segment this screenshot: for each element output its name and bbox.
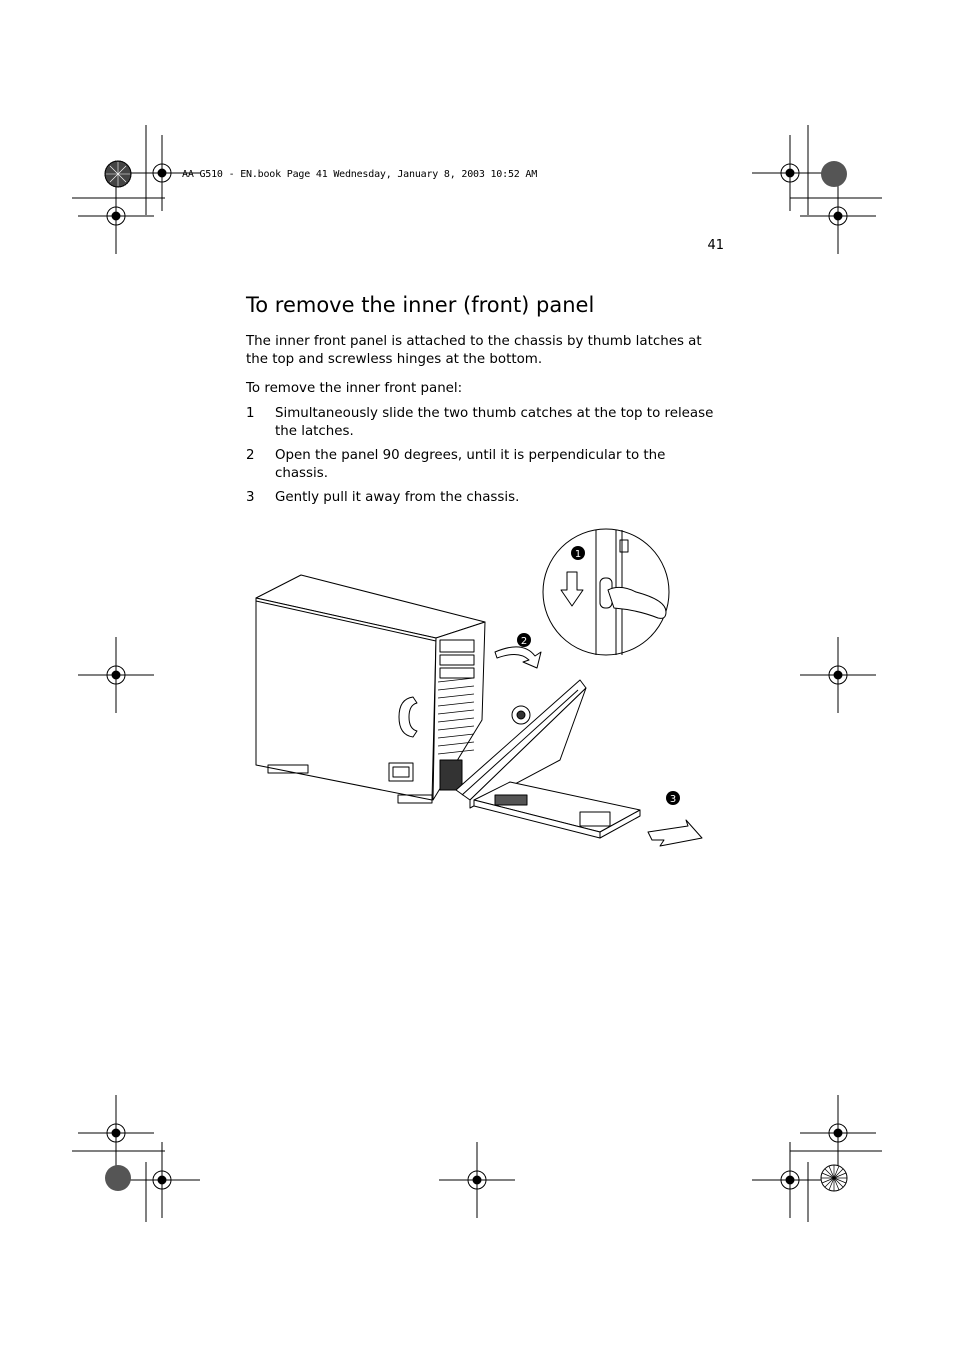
step-number: 3 — [246, 490, 255, 505]
server-chassis — [256, 575, 485, 803]
rotate-arrow-icon — [495, 647, 541, 668]
removed-panel-tray — [474, 782, 640, 838]
svg-text:1: 1 — [574, 549, 582, 560]
step-number: 2 — [246, 448, 255, 463]
pull-arrow-icon — [648, 820, 702, 846]
header-file-info: AA G510 - EN.book Page 41 Wednesday, January 8, 2003 10:52 AM — [182, 169, 538, 180]
svg-text:3: 3 — [669, 794, 677, 805]
callout-1 — [571, 546, 585, 560]
callout-2 — [517, 633, 531, 647]
section-title: To remove the inner (front) panel — [246, 293, 595, 317]
step-text: Gently pull it away from the chassis. — [275, 490, 520, 505]
step-text: Simultaneously slide the two thumb catches at the top to release the latches. — [275, 406, 714, 439]
step-number: 1 — [246, 406, 255, 421]
latch-detail-inset — [543, 529, 669, 655]
page-number: 41 — [707, 238, 724, 253]
callout-3 — [666, 791, 680, 805]
lead-in-paragraph: To remove the inner front panel: — [246, 381, 463, 396]
svg-text:2: 2 — [520, 636, 528, 647]
intro-paragraph: The inner front panel is attached to the chassis by thumb latches at the top and screwless hinges at the bottom. — [246, 334, 702, 367]
step-text: Open the panel 90 degrees, until it is perpendicular to the chassis. — [275, 448, 666, 481]
